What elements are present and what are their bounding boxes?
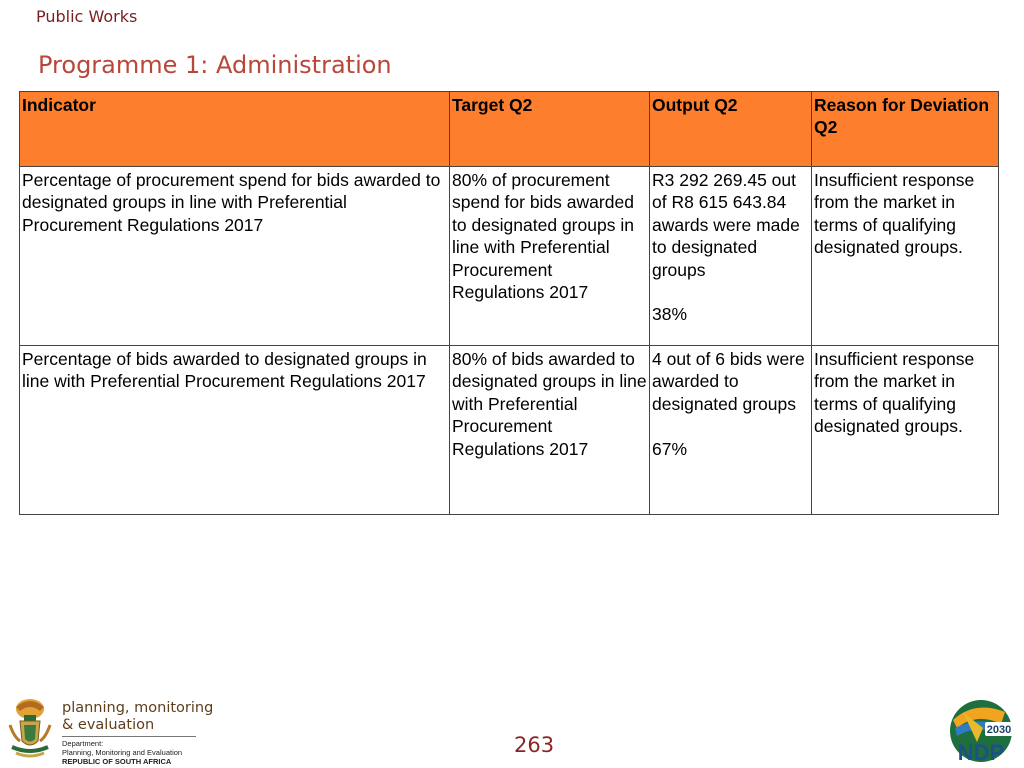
- table-row: [20, 346, 999, 515]
- ndp-year-text: 2030: [986, 724, 1012, 736]
- output-cell: R3 292 269.45 out of R8 615 643.84 awards were made to designated groups 38%: [650, 167, 812, 346]
- page-title: Programme 1: Administration: [38, 51, 392, 79]
- reason-cell: Insufficient response from the market in terms of qualifying designated groups.: [812, 346, 999, 515]
- page-number: 263: [514, 733, 555, 757]
- pme-country: REPUBLIC OF SOUTH AFRICA: [62, 757, 172, 766]
- column-header-indicator: Indicator: [20, 92, 450, 167]
- target-cell: 80% of bids awarded to designated groups in line with Preferential Procurement Regulations 2017: [450, 346, 650, 515]
- indicator-cell: Percentage of bids awarded to designated groups in line with Preferential Procurement Regulations 2017: [20, 346, 450, 515]
- reason-cell: Insufficient response from the market in terms of qualifying designated groups.: [812, 167, 999, 346]
- indicator-cell: Percentage of procurement spend for bids awarded to designated groups in line with Preferential Procurement Regulations 2017: [20, 167, 450, 346]
- coat-of-arms-logo: [4, 697, 56, 767]
- pme-dept-label: Department:: [62, 739, 104, 748]
- column-header-reason: Reason for Deviation Q2: [812, 92, 999, 167]
- pme-wordmark: [62, 700, 214, 766]
- column-header-target: Target Q2: [450, 92, 650, 167]
- column-header-output: Output Q2: [650, 92, 812, 167]
- table-header-row: [20, 92, 999, 167]
- table-row: [20, 167, 999, 346]
- pme-dept-name: Planning, Monitoring and Evaluation: [62, 748, 183, 757]
- target-cell: 80% of procurement spend for bids awarded to designated groups in line with Preferential Procurement Regulations 2017: [450, 167, 650, 346]
- department-name: Public Works: [36, 7, 138, 26]
- ndp-letters-text: NDP: [957, 740, 1005, 764]
- pme-divider: [62, 736, 196, 737]
- report-table: [19, 91, 999, 515]
- pme-line1: planning, monitoring: [62, 700, 214, 716]
- output-cell: 4 out of 6 bids were awarded to designated groups 67%: [650, 346, 812, 515]
- ndp-2030-logo: [945, 698, 1015, 768]
- pme-line2: & evaluation: [62, 717, 155, 733]
